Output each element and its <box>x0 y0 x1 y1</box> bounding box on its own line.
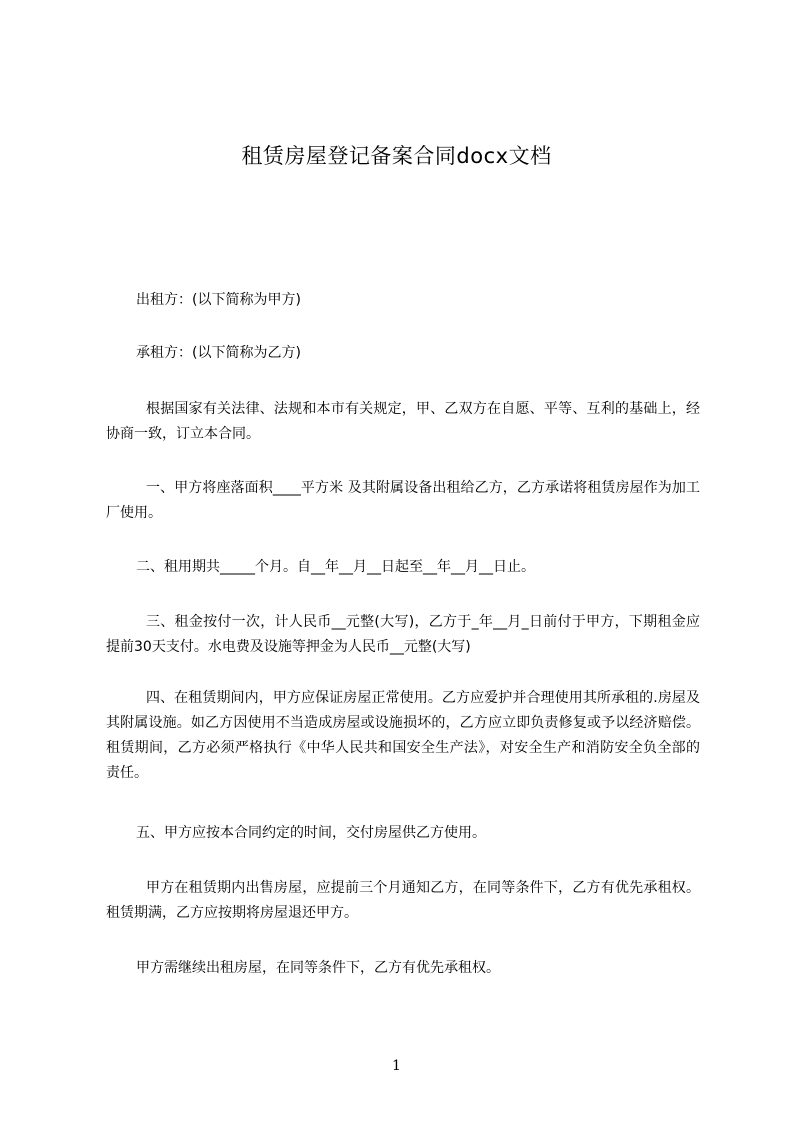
lessee-line: 承租方：(以下简称为乙方) <box>136 345 301 361</box>
clause-2-paragraph: 二、租用期共_____个月。自__年__月__日起至__年__月__日止。 <box>136 559 535 575</box>
document-title: 租赁房屋登记备案合同docx文档 <box>241 144 552 168</box>
clause-3-paragraph: 三、租金按付一次，计人民币__元整(大写)，乙方于_年__月_日前付于甲方，下期租金应提前30天支付。水电费及设施等押金为人民币__元整(大写) <box>106 614 700 655</box>
page-number: 1 <box>392 1058 401 1074</box>
clause-4-paragraph: 四、在租赁期间内，甲方应保证房屋正常使用。乙方应爱护并合理使用其所承租的.房屋及其附属设施。如乙方因使用不当造成房屋或设施损坏的，乙方应立即负责修复或予以经济赔偿。租赁期间，乙方必须严格执行《中华人民共和国安全生产法》，对安全生产和消防安全负全部的责任。 <box>106 690 700 781</box>
renewal-priority-paragraph: 甲方需继续出租房屋，在同等条件下，乙方有优先承租权。 <box>136 960 500 976</box>
preamble-paragraph: 根据国家有关法律、法规和本市有关规定，甲、乙双方在自愿、平等、互利的基础上，经协商一致，订立本合同。 <box>106 401 700 442</box>
sale-notice-paragraph: 甲方在租赁期内出售房屋，应提前三个月通知乙方，在同等条件下，乙方有优先承租权。租赁期满，乙方应按期将房屋退还甲方。 <box>106 880 700 921</box>
lessor-line: 出租方：(以下简称为甲方) <box>136 292 301 308</box>
clause-5-paragraph: 五、甲方应按本合同约定的时间，交付房屋供乙方使用。 <box>136 825 486 841</box>
clause-1-paragraph: 一、甲方将座落面积____平方米 及其附属设备出租给乙方，乙方承诺将租赁房屋作为加工厂使用。 <box>106 480 700 521</box>
